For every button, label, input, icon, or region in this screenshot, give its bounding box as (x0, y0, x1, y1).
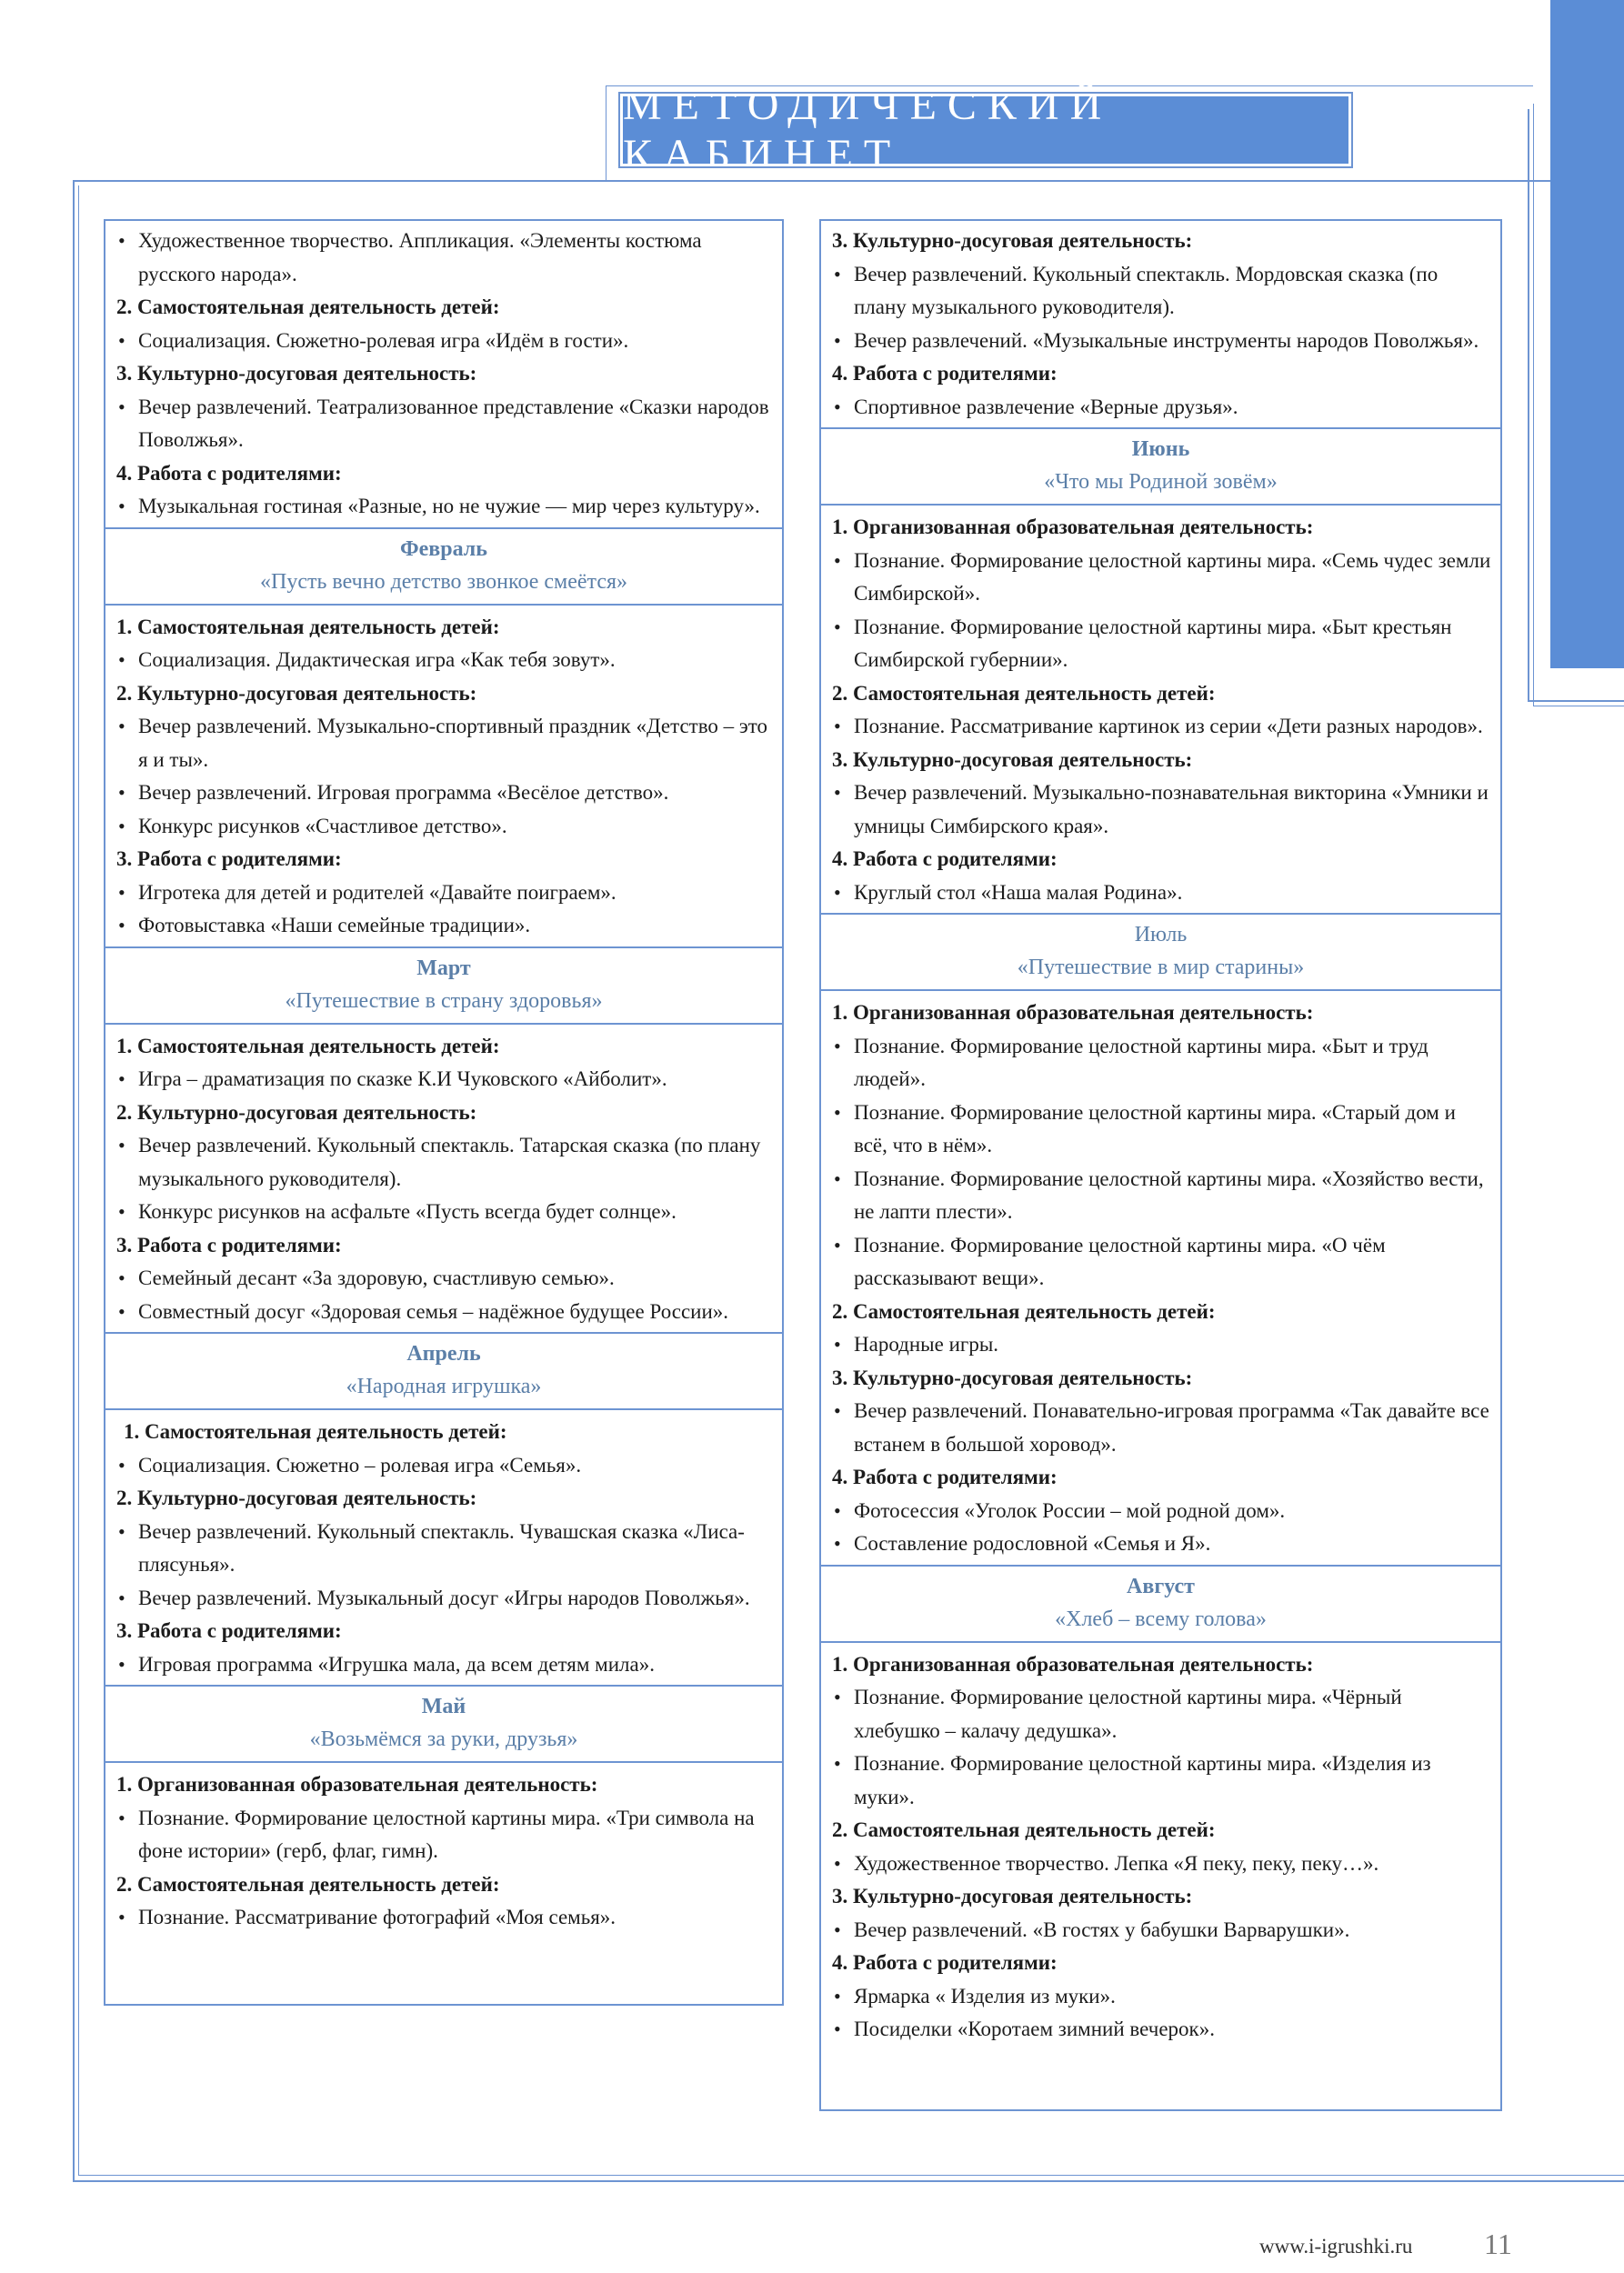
list-item: • Игра – драматизация по сказке К.И Чуковского «Айболит». (116, 1063, 773, 1096)
list-item: • Вечер развлечений. Театрализованное представление «Сказки народов Поволжья». (116, 391, 773, 457)
list-item: • Вечер развлечений. Понавательно-игровая программа «Так давайте все встанем в большой хоровод». (832, 1395, 1491, 1461)
activity-group-title: 4. Работа с родителями: (832, 362, 1058, 385)
frame-right-bottom (1528, 700, 1624, 702)
activity-group-title: 2. Самостоятельная деятельность детей: (832, 681, 1216, 705)
frame-header-right-2 (1533, 104, 1534, 706)
activity-list (832, 776, 1491, 843)
month-header (821, 427, 1500, 506)
section-body (105, 1763, 782, 1938)
activity-list (832, 545, 1491, 677)
activity-list (832, 391, 1491, 425)
section-body (105, 1410, 782, 1685)
list-item: • Художественное творчество. Лепка «Я пеку, пеку, пеку…». (832, 1847, 1491, 1881)
section-body (821, 1643, 1500, 2050)
month-theme: «Что мы Родиной зовём» (1044, 470, 1278, 494)
list-item: • Познание. Формирование целостной картины мира. «Хозяйство вести, не лапти плести». (832, 1163, 1491, 1229)
footer-url[interactable]: www.i-igrushki.ru (1259, 2235, 1413, 2258)
list-item: • Конкурс рисунков на асфальте «Пусть всегда будет солнце». (116, 1196, 773, 1229)
month-theme: «Хлеб – всему голова» (1055, 1607, 1267, 1631)
list-item: • Познание. Формирование целостной картины мира. «Быт крестьян Симбирской губернии». (832, 611, 1491, 677)
activity-list (832, 1914, 1491, 1948)
activity-group-title: 4. Работа с родителями: (116, 461, 342, 485)
side-color-band (1550, 0, 1624, 668)
month-title: Июнь (1131, 437, 1190, 461)
list-item: • Познание. Формирование целостной картины мира. «Чёрный хлебушко – калачу дедушка». (832, 1681, 1491, 1747)
activity-group-title: 2. Самостоятельная деятельность детей: (116, 295, 500, 318)
activity-list (116, 490, 773, 524)
activity-list (832, 710, 1491, 744)
month-title: Май (421, 1695, 466, 1718)
month-title: Апрель (406, 1342, 481, 1366)
activity-group-title: 1. Организованная образовательная деятельность: (832, 516, 1314, 538)
frame-left-line-2 (78, 185, 79, 2175)
list-item: • Познание. Формирование целостной картины мира. «Три символа на фоне истории» (герб, флаг, гимн). (116, 1802, 773, 1868)
activity-group-title: 3. Культурно-досуговая деятельность: (832, 1366, 1193, 1389)
frame-header-right (1528, 109, 1529, 700)
month-header (821, 1565, 1500, 1643)
section-body (105, 606, 782, 946)
activity-group-title: 1. Организованная образовательная деятельность: (832, 1001, 1314, 1024)
activity-group-title: 1. Самостоятельная деятельность детей: (116, 615, 500, 638)
list-item: • Вечер развлечений. Кукольный спектакль. Чувашская сказка «Лиса- плясунья». (116, 1516, 773, 1582)
activity-list (832, 258, 1491, 358)
activity-group-title: 1. Самостоятельная деятельность детей: (124, 1420, 507, 1443)
left-column (104, 219, 784, 2006)
activity-list (116, 1449, 773, 1483)
list-item: • Круглый стол «Наша малая Родина». (832, 876, 1491, 910)
section-body (821, 506, 1500, 913)
list-item: • Социализация. Дидактическая игра «Как тебя зовут». (116, 644, 773, 677)
activity-list (832, 1495, 1491, 1561)
activity-group-title: 2. Самостоятельная деятельность детей: (832, 1818, 1216, 1841)
activity-list (832, 1681, 1491, 1814)
activity-group-title: 1. Организованная образовательная деятельность: (116, 1773, 598, 1796)
activity-group-title: 3. Работа с родителями: (116, 1233, 342, 1257)
month-header (105, 1685, 782, 1763)
activity-list (832, 1030, 1491, 1296)
activity-list (116, 876, 773, 943)
list-item: • Составление родословной «Семья и Я». (832, 1527, 1491, 1561)
activity-list (116, 1802, 773, 1868)
section-body (105, 221, 782, 527)
list-item: • Познание. Формирование целостной картины мира. «Быт и труд людей». (832, 1030, 1491, 1096)
list-item: • Вечер развлечений. Кукольный спектакль. Мордовская сказка (по плану музыкального руководителя). (832, 258, 1491, 325)
list-item: • Познание. Формирование целостной картины мира. «Семь чудес земли Симбирской». (832, 545, 1491, 611)
month-theme: «Путешествие в страну здоровья» (285, 988, 603, 1013)
list-item: • Познание. Формирование целостной картины мира. «Изделия из муки». (832, 1747, 1491, 1814)
month-header (105, 527, 782, 606)
activity-list (116, 1648, 773, 1682)
section-body (821, 991, 1500, 1565)
activity-group-title: 1. Самостоятельная деятельность детей: (116, 1034, 500, 1057)
activity-group-title: 3. Культурно-досуговая деятельность: (832, 1885, 1193, 1908)
list-item: • Познание. Формирование целостной картины мира. «Старый дом и всё, что в нём». (832, 1096, 1491, 1163)
list-item: • Народные игры. (832, 1328, 1491, 1362)
month-theme: «Путешествие в мир старины» (1017, 956, 1305, 979)
month-theme: «Возьмёмся за руки, друзья» (309, 1727, 578, 1751)
frame-bottom-line (73, 2180, 1624, 2182)
frame-bottom-line-2 (78, 2175, 1624, 2176)
activity-list (832, 1395, 1491, 1461)
list-item: • Фотосессия «Уголок России – мой родной дом». (832, 1495, 1491, 1528)
activity-group-title: 3. Работа с родителями: (116, 847, 342, 870)
frame-left-line (73, 180, 75, 2180)
page-number: 11 (1484, 2228, 1512, 2260)
list-item: • Фотовыставка «Наши семейные традиции». (116, 909, 773, 943)
list-item: • Познание. Формирование целостной картины мира. «О чём рассказывают вещи». (832, 1229, 1491, 1296)
list-item: • Ярмарка « Изделия из муки». (832, 1980, 1491, 2014)
activity-list (116, 644, 773, 677)
section-header (620, 81, 1351, 179)
activity-group-title: 3. Культурно-досуговая деятельность: (116, 362, 477, 385)
activity-group-title: 2. Самостоятельная деятельность детей: (116, 1872, 500, 1896)
list-item: • Социализация. Сюжетно – ролевая игра «Семья». (116, 1449, 773, 1483)
activity-list (116, 1262, 773, 1328)
list-item: • Игротека для детей и родителей «Давайте поиграем». (116, 876, 773, 910)
activity-list (832, 1980, 1491, 2047)
header-title: МЕТОДИЧЕСКИЙ КАБИНЕТ (623, 81, 1113, 179)
list-item: • Вечер развлечений. Музыкальный досуг «Игры народов Поволжья». (116, 1582, 773, 1616)
activity-list (116, 1063, 773, 1096)
right-column (819, 219, 1502, 2111)
activity-list (116, 325, 773, 358)
list-item: • Познание. Рассматривание картинок из серии «Дети разных народов». (832, 710, 1491, 744)
month-header (105, 946, 782, 1025)
list-item: • Конкурс рисунков «Счастливое детство». (116, 810, 773, 844)
month-title: Февраль (400, 536, 487, 561)
list-item: • Художественное творчество. Аппликация. «Элементы костюма русского народа». (116, 225, 773, 291)
activity-list (116, 1516, 773, 1616)
list-item: • Вечер развлечений. «Музыкальные инструменты народов Поволжья». (832, 325, 1491, 358)
activity-group-title: 3. Работа с родителями: (116, 1619, 342, 1642)
activity-list (832, 876, 1491, 910)
section-body (105, 1025, 782, 1333)
activity-group-title: 4. Работа с родителями: (832, 1466, 1058, 1488)
list-item: • Вечер развлечений. Музыкально-познавательная викторина «Умники и умницы Симбирского края». (832, 776, 1491, 843)
activity-group-title: 2. Культурно-досуговая деятельность: (116, 1487, 477, 1509)
activity-list (832, 1328, 1491, 1362)
activity-list (116, 1129, 773, 1229)
list-item: • Музыкальная гостиная «Разные, но не чужие — мир через культуру». (116, 490, 773, 524)
list-item: • Социализация. Сюжетно-ролевая игра «Идём в гости». (116, 325, 773, 358)
activity-list (116, 225, 773, 291)
month-title: Август (1127, 1574, 1195, 1598)
activity-group-title: 3. Культурно-досуговая деятельность: (832, 229, 1193, 252)
month-header (821, 913, 1500, 991)
section-body (821, 221, 1500, 427)
activity-group-title: 4. Работа с родителями: (832, 1951, 1058, 1974)
activity-group-title: 2. Культурно-досуговая деятельность: (116, 681, 477, 705)
list-item: • Игровая программа «Игрушка мала, да всем детям мила». (116, 1648, 773, 1682)
activity-group-title: 4. Работа с родителями: (832, 847, 1058, 870)
activity-list (116, 710, 773, 843)
month-theme: «Народная игрушка» (346, 1375, 542, 1398)
list-item: • Совместный досуг «Здоровая семья – надёжное будущее России». (116, 1296, 773, 1329)
month-theme: «Пусть вечно детство звонкое смеётся» (259, 569, 628, 594)
activity-group-title: 3. Культурно-досуговая деятельность: (832, 747, 1193, 771)
activity-list (116, 391, 773, 457)
activity-group-title: 2. Культурно-досуговая деятельность: (116, 1100, 477, 1124)
activity-group-title: 1. Организованная образовательная деятельность: (832, 1652, 1314, 1676)
list-item: • Вечер развлечений. Кукольный спектакль. Татарская сказка (по плану музыкального руководителя). (116, 1129, 773, 1196)
activity-list (116, 1901, 773, 1935)
list-item: • Семейный десант «За здоровую, счастливую семью». (116, 1262, 773, 1296)
month-header (105, 1332, 782, 1410)
month-title: Июль (1134, 923, 1188, 946)
list-item: • Вечер развлечений. Игровая программа «Весёлое детство». (116, 776, 773, 810)
month-title: Март (416, 956, 471, 980)
list-item: • Посиделки «Коротаем зимний вечерок». (832, 2013, 1491, 2047)
activity-group-title: 2. Самостоятельная деятельность детей: (832, 1299, 1216, 1323)
activity-list (832, 1847, 1491, 1881)
list-item: • Вечер развлечений. «В гостях у бабушки Варварушки». (832, 1914, 1491, 1948)
list-item: • Вечер развлечений. Музыкально-спортивный праздник «Детство – это я и ты». (116, 710, 773, 776)
list-item: • Познание. Рассматривание фотографий «Моя семья». (116, 1901, 773, 1935)
frame-top-line (73, 180, 1550, 182)
list-item: • Спортивное развлечение «Верные друзья». (832, 391, 1491, 425)
